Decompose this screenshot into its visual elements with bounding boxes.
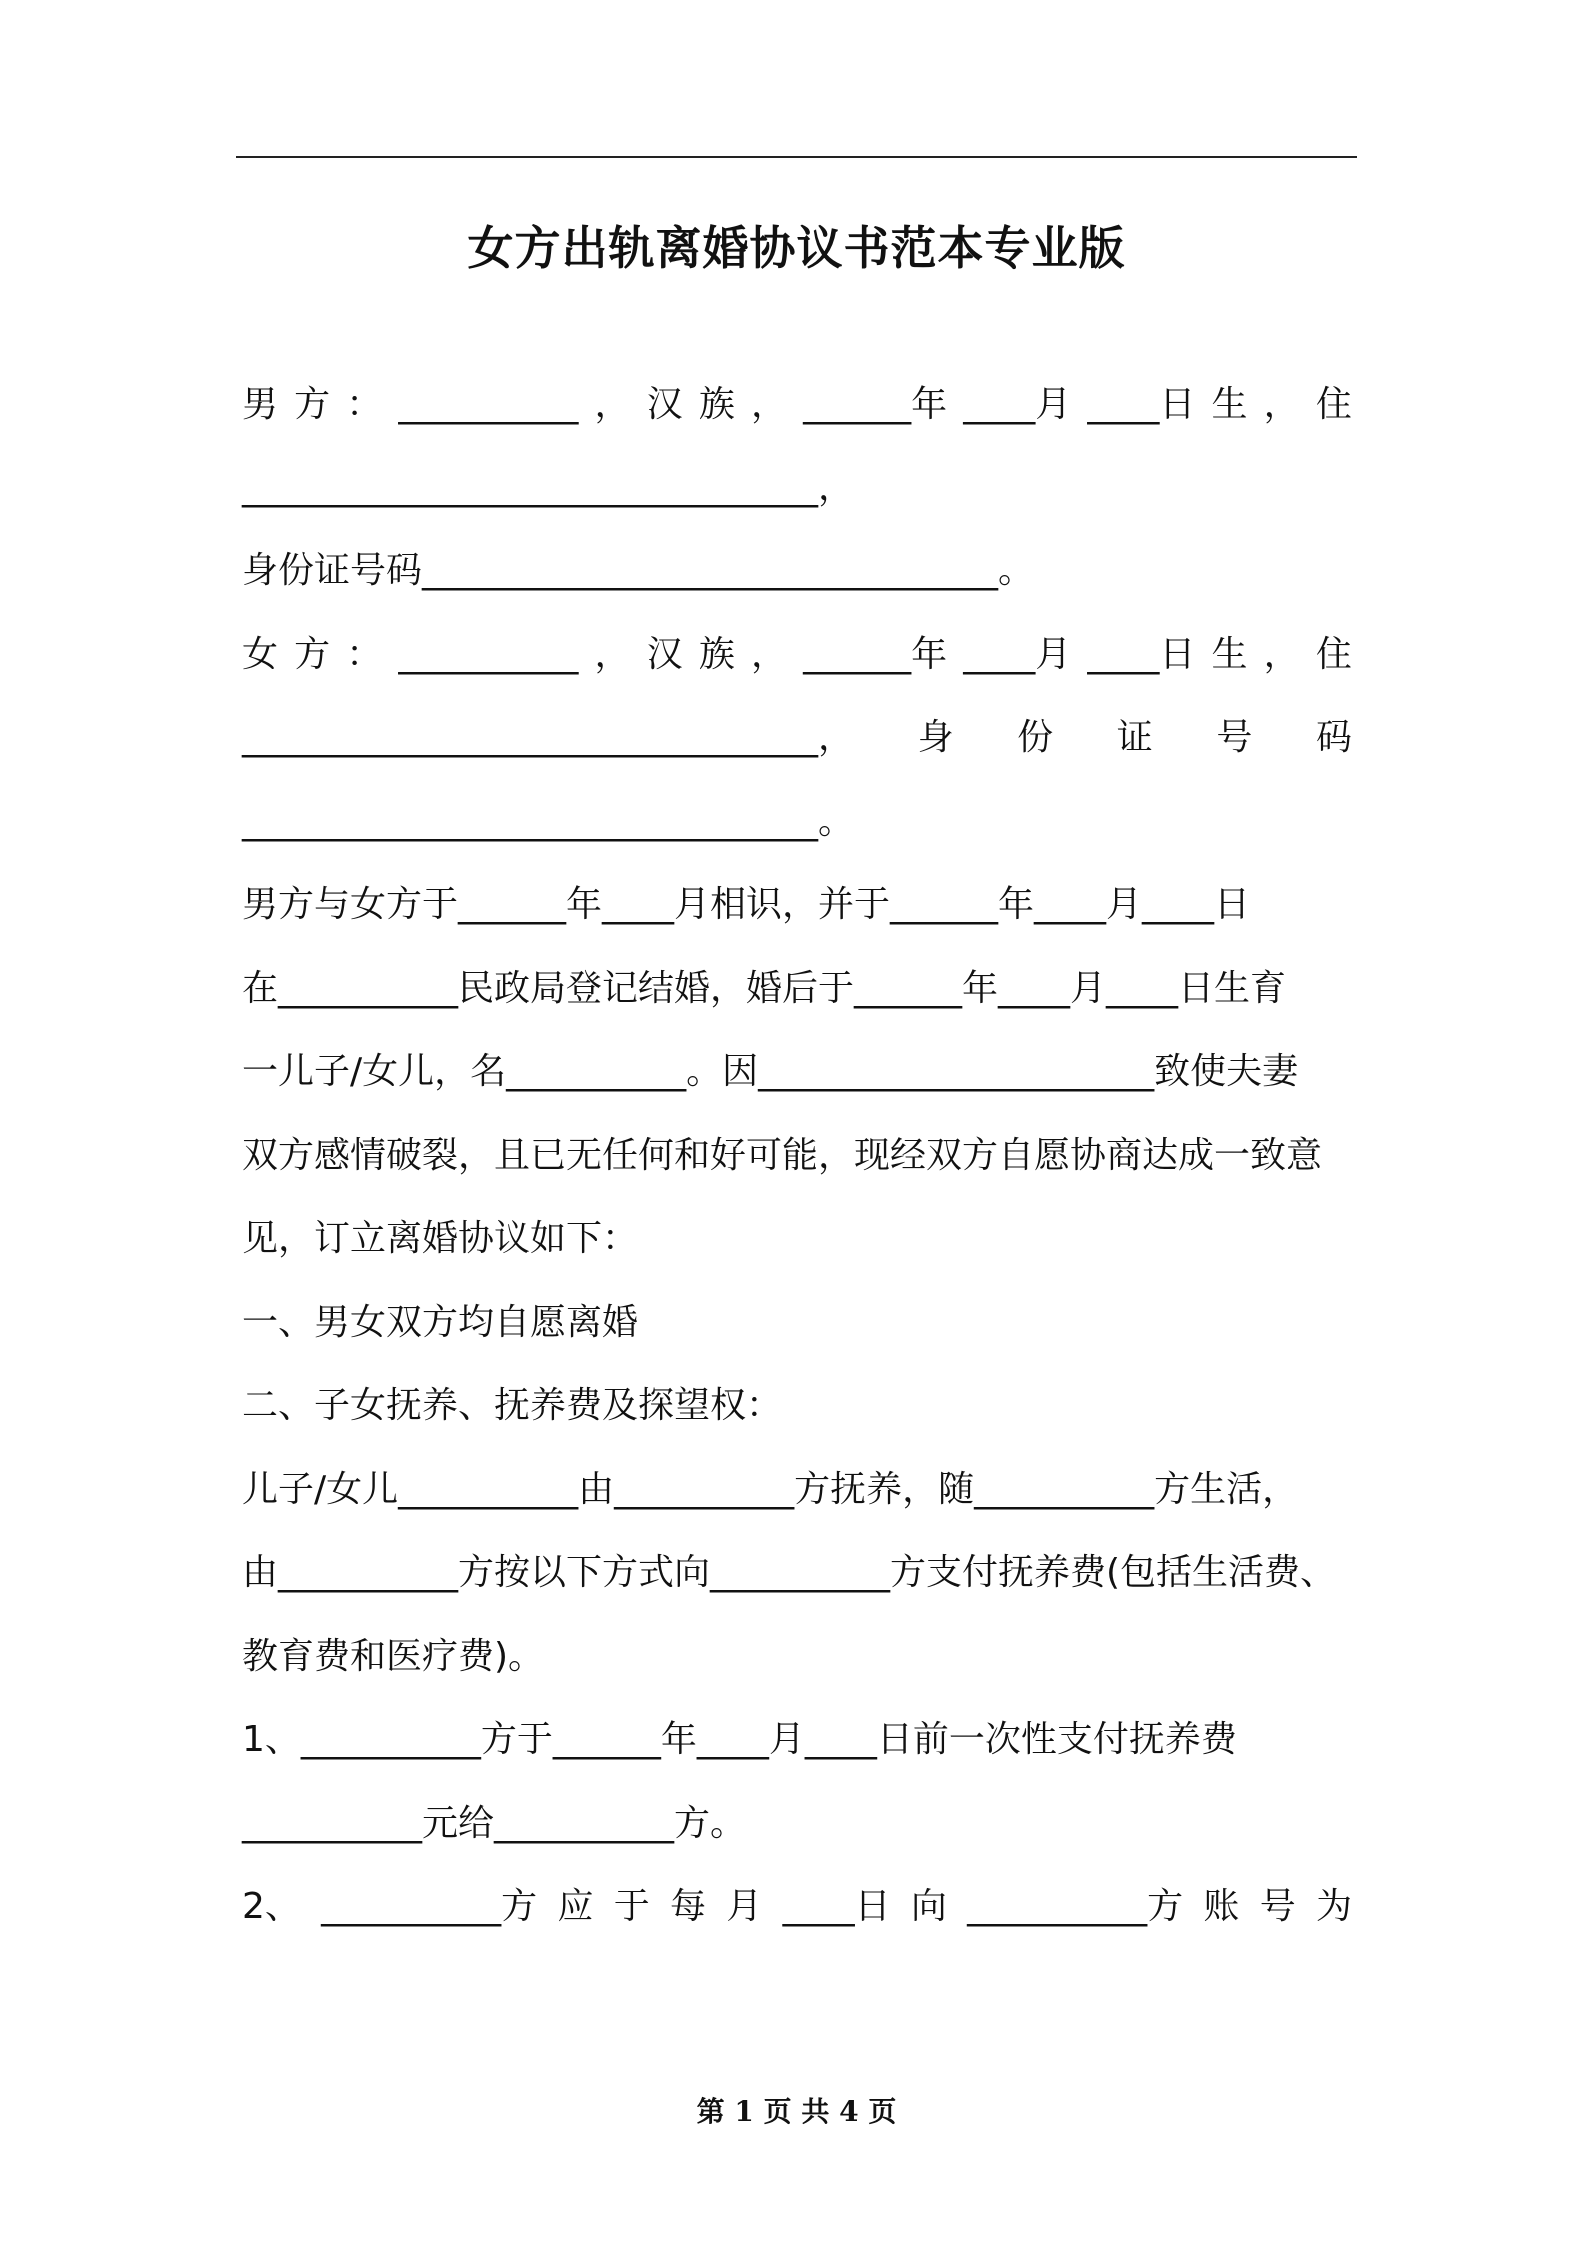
- line-text-segment: ____日: [1087, 384, 1196, 425]
- line-text-segment: ：: [346, 634, 383, 675]
- line-text-segment: 汉: [646, 384, 683, 425]
- line-text-segment: ______年: [803, 634, 948, 675]
- line-text-segment: 向: [910, 1886, 947, 1927]
- line-text-segment: 号: [1259, 1886, 1296, 1927]
- line-text-segment: 号: [1216, 717, 1253, 758]
- line-text-segment: ，: [594, 384, 631, 425]
- line-text-segment: 教育费和医疗费)。: [242, 1636, 545, 1677]
- body-line: [242, 458, 1352, 518]
- line-text-segment: 于: [613, 1886, 650, 1927]
- line-text-segment: 1、__________方于______年____月____日前一次性支付抚养费: [242, 1719, 1237, 1760]
- line-text-segment: 双方感情破裂，且已无任何和好可能，现经双方自愿协商达成一致意: [242, 1135, 1323, 1176]
- line-text-segment: 码: [1315, 717, 1352, 758]
- line-text-segment: ，: [750, 384, 787, 425]
- line-text-segment: 见，订立离婚协议如下：: [242, 1218, 639, 1259]
- line-text-segment: __________方: [321, 1886, 538, 1927]
- line-text-segment: __________元给__________方。: [242, 1803, 747, 1844]
- body-line: [242, 541, 1352, 601]
- body-line: [242, 1460, 1352, 1520]
- document-title: 女方出轨离婚协议书范本专业版: [467, 221, 1126, 275]
- line-text-segment: 身: [917, 717, 954, 758]
- body-line: [242, 1710, 1352, 1770]
- line-text-segment: 住: [1315, 384, 1352, 425]
- line-text-segment: 由__________方按以下方式向__________方支付抚养费(包括生活费、: [242, 1552, 1337, 1593]
- line-text-segment: 一儿子/女儿，名__________。因______________________致使夫妻: [242, 1051, 1299, 1092]
- line-text-segment: 月: [726, 1886, 763, 1927]
- line-text-segment: ____日: [1087, 634, 1196, 675]
- body-line: [242, 1877, 1352, 1937]
- line-text-segment: ，: [594, 634, 631, 675]
- line-text-segment: 生: [1211, 634, 1248, 675]
- body-line: [242, 1376, 1352, 1436]
- line-text-segment: ，: [1263, 634, 1300, 675]
- line-text-segment: ________________________________，: [242, 467, 854, 508]
- body-line: [242, 792, 1352, 852]
- line-text-segment: ，: [750, 634, 787, 675]
- line-text-segment: ________________________________，: [242, 717, 854, 758]
- line-text-segment: 账: [1203, 1886, 1240, 1927]
- line-text-segment: ____月: [963, 634, 1072, 675]
- line-text-segment: 儿子/女儿__________由__________方抚养，随__________方生活，: [242, 1469, 1299, 1510]
- line-text-segment: 男: [242, 384, 279, 425]
- line-text-segment: 住: [1315, 634, 1352, 675]
- header-rule: [236, 156, 1357, 158]
- line-text-segment: __________: [398, 384, 579, 425]
- body-line: [242, 1627, 1352, 1687]
- line-text-segment: 一、男女双方均自愿离婚: [242, 1302, 639, 1343]
- body-line: [242, 708, 1352, 768]
- line-text-segment: 二、子女抚养、抚养费及探望权：: [242, 1385, 783, 1426]
- body-line: [242, 1543, 1352, 1603]
- body-line: [242, 1794, 1352, 1854]
- line-text-segment: 汉: [646, 634, 683, 675]
- line-text-segment: 族: [698, 384, 735, 425]
- line-text-segment: ____日: [782, 1886, 891, 1927]
- line-text-segment: 方: [294, 384, 331, 425]
- body-line: [242, 959, 1352, 1019]
- body-line: [242, 1042, 1352, 1102]
- line-text-segment: ______年: [803, 384, 948, 425]
- line-text-segment: 男方与女方于______年____月相识，并于______年____月____日: [242, 884, 1251, 925]
- line-text-segment: 每: [670, 1886, 707, 1927]
- line-text-segment: __________方: [967, 1886, 1184, 1927]
- line-text-segment: 生: [1211, 384, 1248, 425]
- line-text-segment: ________________________________。: [242, 801, 854, 842]
- line-text-segment: 为: [1315, 1886, 1352, 1927]
- line-text-segment: 应: [557, 1886, 594, 1927]
- line-text-segment: 份: [1017, 717, 1054, 758]
- body-line: [242, 375, 1352, 435]
- line-text-segment: ，: [1263, 384, 1300, 425]
- body-line: [242, 1126, 1352, 1186]
- line-text-segment: 身份证号码________________________________。: [242, 550, 1035, 591]
- line-text-segment: 族: [698, 634, 735, 675]
- body-line: [242, 1293, 1352, 1353]
- line-text-segment: ____月: [963, 384, 1072, 425]
- line-text-segment: 女: [242, 634, 279, 675]
- line-text-segment: 在__________民政局登记结婚，婚后于______年____月____日生育: [242, 968, 1287, 1009]
- page-number-footer: 第 1 页 共 4 页: [696, 2095, 897, 2128]
- line-text-segment: 2、: [242, 1886, 301, 1927]
- body-line: [242, 1209, 1352, 1269]
- line-text-segment: ：: [346, 384, 383, 425]
- line-text-segment: __________: [398, 634, 579, 675]
- body-line: [242, 875, 1352, 935]
- line-text-segment: 证: [1116, 717, 1153, 758]
- body-line: [242, 625, 1352, 685]
- line-text-segment: 方: [294, 634, 331, 675]
